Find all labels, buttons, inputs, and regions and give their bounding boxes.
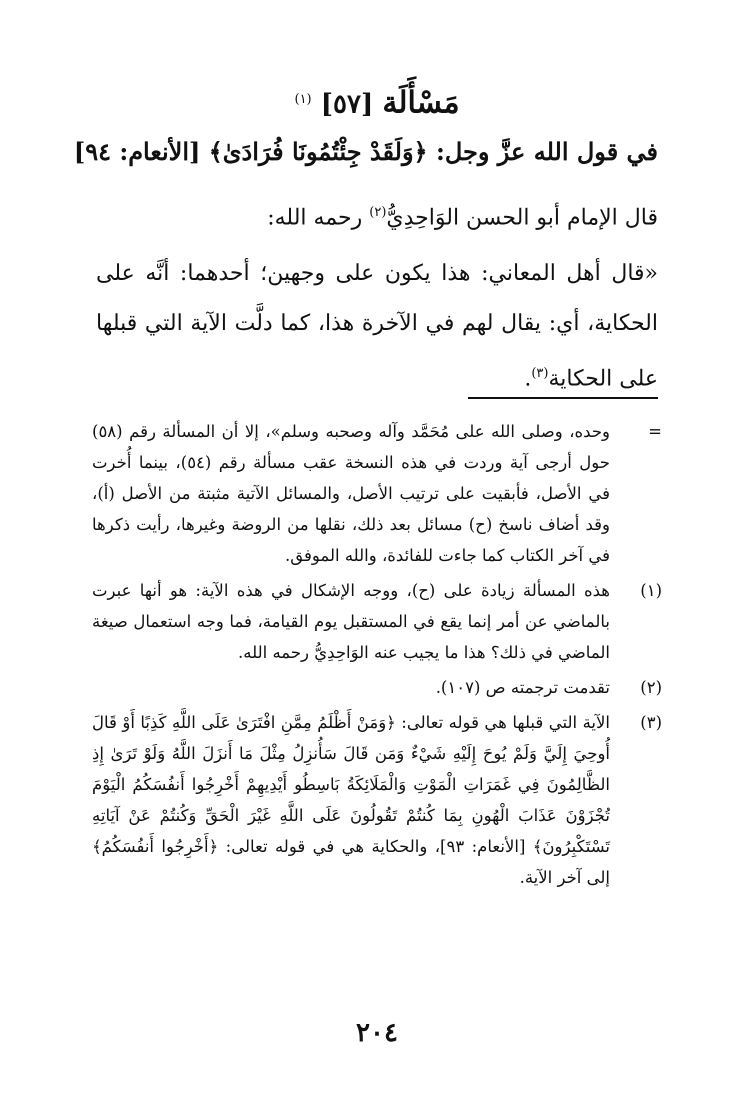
main-text [96,188,658,405]
page-number: ٢٠٤ [356,1018,398,1048]
verse-subtitle: في قول الله عزَّ وجل: ﴿وَلَقَدْ جِئْتُمُونَا فُرَادَىٰ﴾ [الأنعام: ٩٤] [73,137,658,166]
issue-number: [٥٧] [320,89,374,120]
quote-footnote-ref[interactable]: (٣) [531,366,549,382]
intro-footnote-ref[interactable]: (٢) [369,205,387,220]
footnote-number: = [648,422,662,441]
issue-word: مَسْأَلَة [382,85,460,121]
footnote-divider [468,397,658,399]
intro-text: قال الإمام أبو الحسن الوَاحِدِيُّ [386,205,658,231]
issue-heading [0,80,754,125]
quote-text: «قال أهل المعاني: هذا يكون على وجهين؛ أحدهما: أنَّه على الحكاية، أي: يقال لهم في الآخرة هذا، كما دلَّت الآية التي قبلها على الحكاية [96,261,658,392]
intro-end: رحمه الله: [267,205,370,231]
footnote-text: الآية التي قبلها هي قوله تعالى: ﴿وَمَنْ أَظْلَمُ مِمَّنِ افْتَرَىٰ عَلَى اللَّهِ كَذِبًا أَوْ قَالَ أُوحِيَ إِلَيَّ وَلَمْ يُوحَ إِلَيْهِ شَيْءٌ وَمَن قَالَ سَأُنزِلُ مِثْلَ مَا أَنزَلَ اللَّهُ وَلَوْ تَرَىٰ إِذِ الظَّالِمُونَ فِي غَمَرَاتِ الْمَوْتِ وَالْمَلَائِكَةُ بَاسِطُو أَيْدِيهِمْ أَخْرِجُوا أَنفُسَكُمُ الْيَوْمَ تُجْزَوْنَ عَذَابَ الْهُونِ بِمَا كُنتُمْ تَقُولُونَ عَلَى اللَّهِ غَيْرَ الْحَقِّ وَكُنتُمْ عَنْ آيَاتِهِ تَسْتَكْبِرُونَ﴾ [الأنعام: ٩٣]، والحكاية هي في قوله تعالى: ﴿أَخْرِجُوا أَنفُسَكُمُ﴾ إلى آخر الآية. [92,713,611,887]
footnote-1 [92,575,662,668]
quote-end: . [524,366,532,392]
quote-paragraph [96,249,658,404]
footnote-text: تقدمت ترجمته ص (١٠٧). [435,678,610,697]
footnote-2 [92,672,662,703]
footnote-text: وحده، وصلى الله على مُحَمَّد وآله وصحبه وسلم»، إلا أن المسألة رقم (٥٨) حول أرجى آية وردت في هذه النسخة عقب مسألة رقم (٥٤)، بينما أُخرت في الأصل، فأبقيت على ترتيب الأصل، والمسائل الآتية مثبتة من الأصل (أ)، وقد أضاف ناسخ (ح) مسائل بعد ذلك، نقلها من الروضة وغيرها، رأيت ذكرها في آخر الكتاب كما جاءت للفائدة، والله الموفق. [92,422,610,565]
heading-footnote-ref[interactable]: (١) [294,92,312,107]
footnote-3 [92,707,662,893]
footnote-number: (١) [640,581,662,600]
intro-line [96,188,658,243]
footnote-number: (٣) [640,713,662,732]
footnote-text: هذه المسألة زيادة على (ح)، ووجه الإشكال في هذه الآية: هو أنها عبرت بالماضي عن أمر إنما يقع في المستقبل يوم القيامة، فما وجه استعمال صيغة الماضي في ذلك؟ هذا ما يجيب عنه الوَاحِدِيُّ رحمه الله. [92,581,610,662]
footnote-number: (٢) [640,678,662,697]
footnote-continuation [92,416,662,571]
footnotes [92,416,662,897]
